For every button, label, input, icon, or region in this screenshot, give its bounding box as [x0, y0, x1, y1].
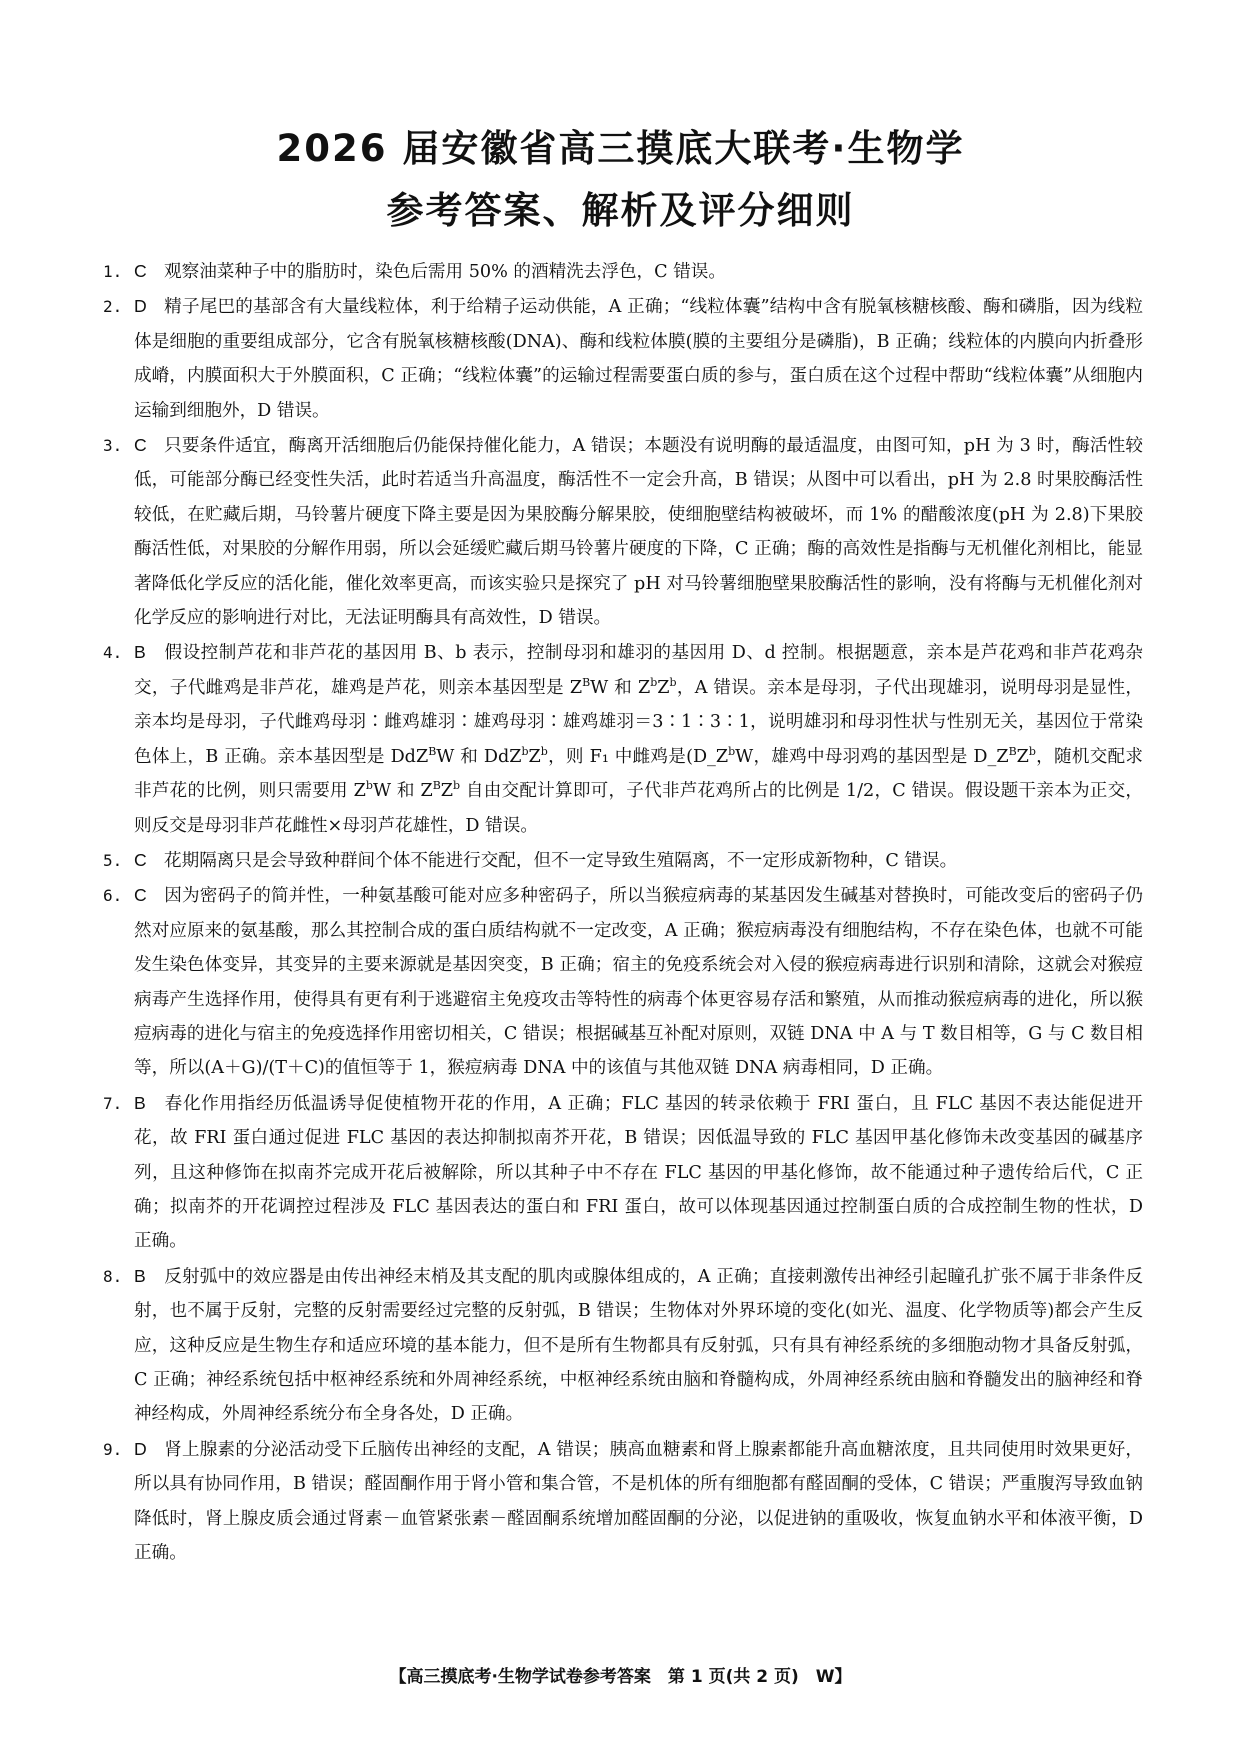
answer-list	[103, 254, 1143, 1570]
item-answer: D	[134, 296, 147, 317]
answer-item-5	[103, 843, 1143, 878]
answer-item-2	[103, 289, 1143, 428]
item-number: 1.	[103, 262, 123, 281]
item-number: 4.	[103, 643, 123, 663]
document-title: 2026 届安徽省高三摸底大联考·生物学	[276, 127, 965, 170]
item-explanation: 花期隔离只是会导致种群间个体不能进行交配，但不一定导致生殖隔离，不一定形成新物种，C 错误。	[164, 850, 958, 871]
item-number: 6.	[103, 886, 123, 906]
answer-item-6	[103, 878, 1143, 1085]
item-explanation: 因为密码子的简并性，一种氨基酸可能对应多种密码子，所以当猴痘病毒的某基因发生碱基对替换时，可能改变后的密码子仍然对应原来的氨基酸，那么其控制合成的蛋白质结构就不一定改变，A 正确；猴痘病毒没有细胞结构，不存在染色体，也就不可能发生染色体变异，其变异的主要来源就是基因突变，B 正确；宿主的免疫系统会对入侵的猴痘病毒进行识别和清除，这就会对猴痘病毒产生选择作用，使得具有更有利于逃避宿主免疫攻击等特性的病毒个体更容易存活和繁殖，从而推动猴痘病毒的进化，所以猴痘病毒的进化与宿主的免疫选择作用密切相关，C 错误；根据碱基互补配对原则，双链 DNA 中 A 与 T 数目相等，G 与 C 数目相等，所以(A＋G)/(T＋C)的值恒等于 1，猴痘病毒 DNA 中的该值与其他双链 DNA 病毒相同，D 正确。	[134, 886, 1143, 1079]
item-answer: B	[134, 1092, 146, 1113]
item-number: 5.	[103, 850, 123, 870]
item-number: 8.	[103, 1266, 123, 1286]
answer-item-4	[103, 635, 1143, 842]
item-number: 9.	[103, 1439, 123, 1459]
item-number: 2.	[103, 297, 123, 317]
item-explanation: 春化作用指经历低温诱导促使植物开花的作用，A 正确；FLC 基因的转录依赖于 FRI 蛋白，且 FLC 基因不表达能促进开花，故 FRI 蛋白通过促进 FLC 基因的表达抑制拟南芥开花，B 错误；因低温导致的 FLC 基因甲基化修饰未改变基因的碱基序列，且这种修饰在拟南芥完成开花后被解除，所以其种子中不存在 FLC 基因的甲基化修饰，故不能通过种子遗传给后代，C 正确；拟南芥的开花调控过程涉及 FLC 基因表达的蛋白和 FRI 蛋白，故可以体现基因通过控制蛋白质的合成控制生物的性状，D 正确。	[134, 1093, 1143, 1252]
item-explanation: 反射弧中的效应器是由传出神经末梢及其支配的肌肉或腺体组成的，A 正确；直接刺激传出神经引起瞳孔扩张不属于非条件反射，也不属于反射，完整的反射需要经过完整的反射弧，B 错误；生物体对外界环境的变化(如光、温度、化学物质等)都会产生反应，这种反应是生物生存和适应环境的基本能力，但不是所有生物都具有反射弧，只有具有神经系统的多细胞动物才具备反射弧，C 正确；神经系统包括中枢神经系统和外周神经系统，中枢神经系统由脑和脊髓构成，外周神经系统由脑和脊髓发出的脑神经和脊神经构成，外周神经系统分布全身各处，D 正确。	[134, 1266, 1143, 1425]
item-number: 7.	[103, 1093, 123, 1113]
page-footer: 【高三摸底考·生物学试卷参考答案 第 1 页(共 2 页) W】	[389, 1667, 852, 1687]
item-answer: D	[134, 1438, 147, 1459]
answer-item-3	[103, 428, 1143, 635]
item-answer: B	[134, 1265, 146, 1286]
item-answer: B	[134, 642, 146, 663]
item-answer: C	[134, 849, 147, 870]
item-explanation: 假设控制芦花和非芦花的基因用 B、b 表示，控制母羽和雄羽的基因用 D、d 控制。根据题意，亲本是芦花鸡和非芦花鸡杂交，子代雌鸡是非芦花，雄鸡是芦花，则亲本基因型是 $Z^BW$ 和 $Z^bZ^b$，A 错误。亲本是母羽，子代出现雄羽，说明母羽是显性，亲本均是母羽，子代雌鸡母羽∶雌鸡雄羽∶雄鸡母羽∶雄鸡雄羽＝3∶1∶3∶1，说明雄羽和母羽性状与性别无关，基因位于常染色体上，B 正确。亲本基因型是 DdZ$^B$W 和 $DdZ^bZ^b$，则 F₁ 中雌鸡是($D\_Z^bW$，雄鸡中母羽鸡的基因型是 $D\_Z^BZ^b$，随机交配求非芦花的比例，则只需要用 $Z^bW$ 和 $Z^BZ^b$ 自由交配计算即可，子代非芦花鸡所占的比例是 1/2，C 错误。假设题干亲本为正交，则反交是母羽非芦花雌性×母羽芦花雄性，D 错误。	[134, 643, 1143, 836]
document-subtitle: 参考答案、解析及评分细则	[386, 189, 855, 232]
answer-item-1	[103, 254, 1143, 289]
item-answer: C	[134, 261, 147, 281]
item-number: 3.	[103, 436, 123, 456]
answer-item-9	[103, 1432, 1143, 1571]
item-explanation: 精子尾巴的基部含有大量线粒体，利于给精子运动供能，A 正确；“线粒体囊”结构中含有脱氧核糖核酸、酶和磷脂，因为线粒体是细胞的重要组成部分，它含有脱氧核糖核酸(DNA)、酶和线粒体膜(膜的主要组分是磷脂)，B 正确；线粒体的内膜向内折叠形成嵴，内膜面积大于外膜面积，C 正确；“线粒体囊”的运输过程需要蛋白质的参与，蛋白质在这个过程中帮助“线粒体囊”从细胞内运输到细胞外，D 错误。	[134, 297, 1143, 421]
item-explanation: 观察油菜种子中的脂肪时，染色后需用 50% 的酒精洗去浮色，C 错误。	[164, 262, 726, 282]
answer-item-7	[103, 1086, 1143, 1259]
item-answer: C	[134, 885, 147, 906]
item-explanation: 只要条件适宜，酶离开活细胞后仍能保持催化能力，A 错误；本题没有说明酶的最适温度，由图可知，pH 为 3 时，酶活性较低，可能部分酶已经变性失活，此时若适当升高温度，酶活性不一定会升高，B 错误；从图中可以看出，pH 为 2.8 时果胶酶活性较低，在贮藏后期，马铃薯片硬度下降主要是因为果胶酶分解果胶，使细胞壁结构被破坏，而 1% 的醋酸浓度(pH 为 2.8)下果胶酶活性低，对果胶的分解作用弱，所以会延缓贮藏后期马铃薯片硬度的下降，C 正确；酶的高效性是指酶与无机催化剂相比，能显著降低化学反应的活化能，催化效率更高，而该实验只是探究了 pH 对马铃薯细胞壁果胶酶活性的影响，没有将酶与无机催化剂对化学反应的影响进行对比，无法证明酶具有高效性，D 错误。	[134, 436, 1143, 629]
item-explanation: 肾上腺素的分泌活动受下丘脑传出神经的支配，A 错误；胰高血糖素和肾上腺素都能升高血糖浓度，且共同使用时效果更好，所以具有协同作用，B 错误；醛固酮作用于肾小管和集合管，不是机体的所有细胞都有醛固酮的受体，C 错误；严重腹泻导致血钠降低时，肾上腺皮质会通过肾素－血管紧张素－醛固酮系统增加醛固酮的分泌，以促进钠的重吸收，恢复血钠水平和体液平衡，D 正确。	[134, 1439, 1143, 1564]
item-answer: C	[134, 435, 147, 456]
answer-item-8	[103, 1259, 1143, 1432]
